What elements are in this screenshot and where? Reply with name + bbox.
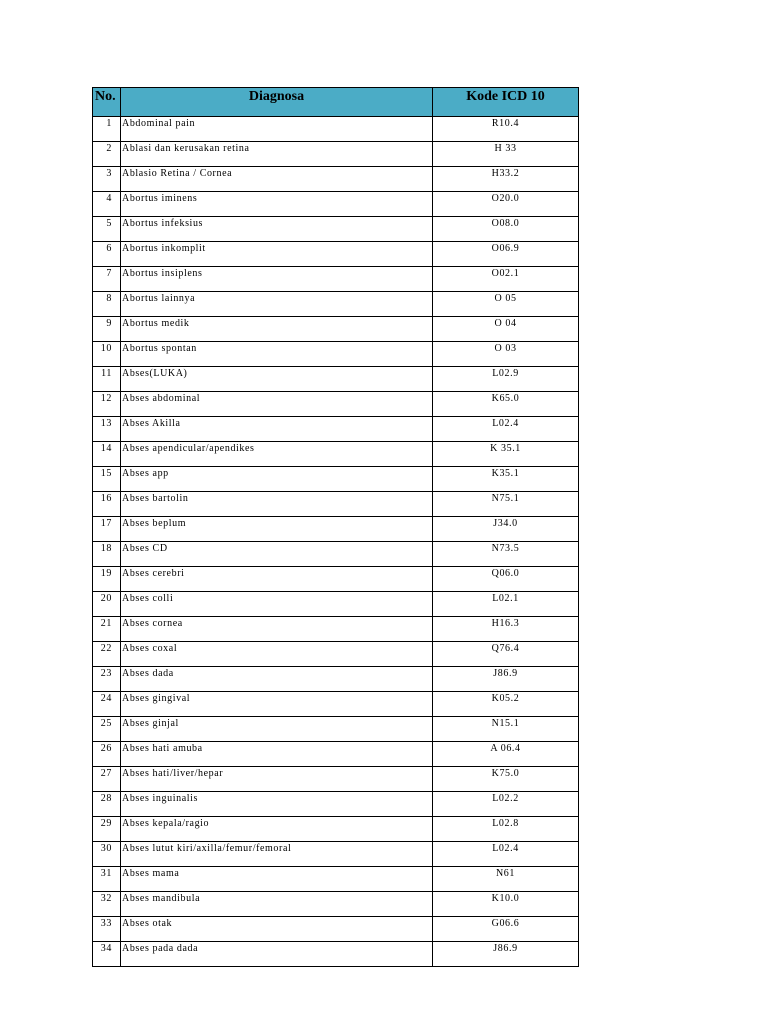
table-row	[93, 592, 579, 617]
row-number: 9	[93, 317, 121, 342]
table-row	[93, 192, 579, 217]
row-number: 4	[93, 192, 121, 217]
table-row	[93, 367, 579, 392]
row-diagnosa: Abses colli	[121, 592, 433, 617]
row-diagnosa: Abses mandibula	[121, 892, 433, 917]
row-number: 27	[93, 767, 121, 792]
row-number: 8	[93, 292, 121, 317]
table-row	[93, 867, 579, 892]
table-row	[93, 417, 579, 442]
row-diagnosa: Abses cornea	[121, 617, 433, 642]
row-kode-icd: J86.9	[433, 942, 579, 967]
row-number: 5	[93, 217, 121, 242]
row-kode-icd: H16.3	[433, 617, 579, 642]
row-diagnosa: Ablasio Retina / Cornea	[121, 167, 433, 192]
row-kode-icd: O 05	[433, 292, 579, 317]
row-kode-icd: L02.8	[433, 817, 579, 842]
row-number: 1	[93, 117, 121, 142]
row-diagnosa: Abses otak	[121, 917, 433, 942]
row-diagnosa: Abses CD	[121, 542, 433, 567]
table-row	[93, 692, 579, 717]
table-row	[93, 892, 579, 917]
row-number: 10	[93, 342, 121, 367]
row-diagnosa: Abortus insiplens	[121, 267, 433, 292]
row-kode-icd: O20.0	[433, 192, 579, 217]
row-kode-icd: L02.1	[433, 592, 579, 617]
row-kode-icd: N15.1	[433, 717, 579, 742]
table-row	[93, 742, 579, 767]
row-kode-icd: N73.5	[433, 542, 579, 567]
row-kode-icd: L02.9	[433, 367, 579, 392]
row-diagnosa: Abses apendicular/apendikes	[121, 442, 433, 467]
row-kode-icd: O 04	[433, 317, 579, 342]
row-diagnosa: Abses app	[121, 467, 433, 492]
row-number: 24	[93, 692, 121, 717]
table-row	[93, 217, 579, 242]
table-row	[93, 767, 579, 792]
table-row	[93, 517, 579, 542]
row-number: 14	[93, 442, 121, 467]
row-number: 21	[93, 617, 121, 642]
row-kode-icd: O02.1	[433, 267, 579, 292]
row-kode-icd: K75.0	[433, 767, 579, 792]
row-kode-icd: N75.1	[433, 492, 579, 517]
row-number: 22	[93, 642, 121, 667]
row-diagnosa: Abses coxal	[121, 642, 433, 667]
row-number: 28	[93, 792, 121, 817]
row-kode-icd: R10.4	[433, 117, 579, 142]
table-row	[93, 142, 579, 167]
row-kode-icd: Q06.0	[433, 567, 579, 592]
row-diagnosa: Abses Akilla	[121, 417, 433, 442]
row-diagnosa: Ablasi dan kerusakan retina	[121, 142, 433, 167]
table-row	[93, 617, 579, 642]
row-diagnosa: Abses kepala/ragio	[121, 817, 433, 842]
table-row	[93, 542, 579, 567]
row-number: 18	[93, 542, 121, 567]
header-no: No.	[93, 88, 121, 117]
row-number: 34	[93, 942, 121, 967]
row-kode-icd: L02.4	[433, 842, 579, 867]
table-row	[93, 317, 579, 342]
row-diagnosa: Abses lutut kiri/axilla/femur/femoral	[121, 842, 433, 867]
row-kode-icd: L02.2	[433, 792, 579, 817]
header-kode-icd: Kode ICD 10	[433, 88, 579, 117]
row-kode-icd: G06.6	[433, 917, 579, 942]
table-row	[93, 792, 579, 817]
row-number: 15	[93, 467, 121, 492]
row-diagnosa: Abortus lainnya	[121, 292, 433, 317]
row-number: 19	[93, 567, 121, 592]
row-number: 25	[93, 717, 121, 742]
row-diagnosa: Abses hati amuba	[121, 742, 433, 767]
table-row	[93, 242, 579, 267]
row-number: 12	[93, 392, 121, 417]
row-number: 13	[93, 417, 121, 442]
row-diagnosa: Abses pada dada	[121, 942, 433, 967]
table-row	[93, 167, 579, 192]
table-row	[93, 467, 579, 492]
row-number: 31	[93, 867, 121, 892]
row-diagnosa: Abses beplum	[121, 517, 433, 542]
row-number: 3	[93, 167, 121, 192]
row-kode-icd: H 33	[433, 142, 579, 167]
row-kode-icd: J86.9	[433, 667, 579, 692]
row-kode-icd: L02.4	[433, 417, 579, 442]
row-diagnosa: Abses hati/liver/hepar	[121, 767, 433, 792]
row-number: 32	[93, 892, 121, 917]
table-row	[93, 267, 579, 292]
table-header-row	[93, 88, 579, 117]
row-diagnosa: Abortus spontan	[121, 342, 433, 367]
row-kode-icd: O08.0	[433, 217, 579, 242]
row-diagnosa: Abses gingival	[121, 692, 433, 717]
row-kode-icd: Q76.4	[433, 642, 579, 667]
table-row	[93, 492, 579, 517]
table-row	[93, 842, 579, 867]
table-row	[93, 817, 579, 842]
row-kode-icd: K65.0	[433, 392, 579, 417]
table-row	[93, 667, 579, 692]
row-number: 11	[93, 367, 121, 392]
row-diagnosa: Abses(LUKA)	[121, 367, 433, 392]
row-number: 20	[93, 592, 121, 617]
table-body	[93, 117, 579, 967]
row-kode-icd: K05.2	[433, 692, 579, 717]
row-number: 16	[93, 492, 121, 517]
row-diagnosa: Abses inguinalis	[121, 792, 433, 817]
row-number: 6	[93, 242, 121, 267]
row-kode-icd: N61	[433, 867, 579, 892]
table-row	[93, 642, 579, 667]
row-diagnosa: Abses cerebri	[121, 567, 433, 592]
icd-table	[92, 87, 579, 967]
row-diagnosa: Abses mama	[121, 867, 433, 892]
row-kode-icd: K35.1	[433, 467, 579, 492]
row-number: 23	[93, 667, 121, 692]
table-row	[93, 342, 579, 367]
row-number: 30	[93, 842, 121, 867]
table-row	[93, 292, 579, 317]
row-diagnosa: Abortus infeksius	[121, 217, 433, 242]
row-kode-icd: A 06.4	[433, 742, 579, 767]
row-kode-icd: H33.2	[433, 167, 579, 192]
row-number: 17	[93, 517, 121, 542]
row-diagnosa: Abses bartolin	[121, 492, 433, 517]
row-diagnosa: Abdominal pain	[121, 117, 433, 142]
row-number: 29	[93, 817, 121, 842]
row-kode-icd: O06.9	[433, 242, 579, 267]
table-row	[93, 567, 579, 592]
row-number: 33	[93, 917, 121, 942]
row-diagnosa: Abses dada	[121, 667, 433, 692]
row-diagnosa: Abses ginjal	[121, 717, 433, 742]
row-kode-icd: J34.0	[433, 517, 579, 542]
row-number: 7	[93, 267, 121, 292]
row-number: 2	[93, 142, 121, 167]
header-diagnosa: Diagnosa	[121, 88, 433, 117]
row-diagnosa: Abortus medik	[121, 317, 433, 342]
table-row	[93, 392, 579, 417]
row-kode-icd: K10.0	[433, 892, 579, 917]
row-diagnosa: Abortus inkomplit	[121, 242, 433, 267]
row-diagnosa: Abses abdominal	[121, 392, 433, 417]
row-kode-icd: K 35.1	[433, 442, 579, 467]
table-row	[93, 717, 579, 742]
table-row	[93, 117, 579, 142]
table-row	[93, 942, 579, 967]
row-diagnosa: Abortus iminens	[121, 192, 433, 217]
table-row	[93, 442, 579, 467]
table-row	[93, 917, 579, 942]
row-kode-icd: O 03	[433, 342, 579, 367]
row-number: 26	[93, 742, 121, 767]
